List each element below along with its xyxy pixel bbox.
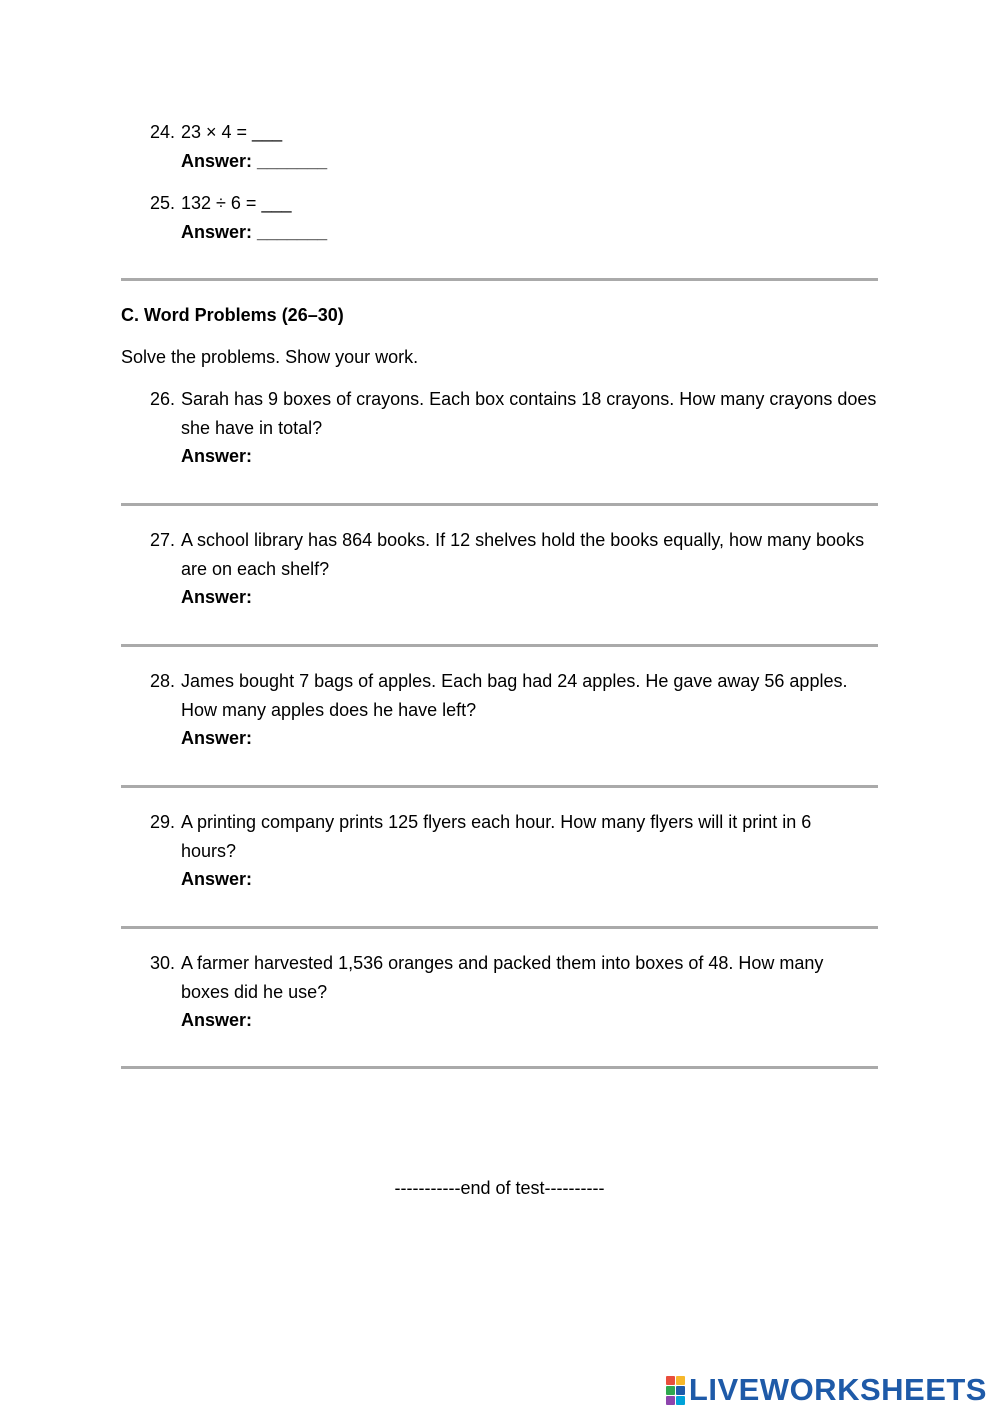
problem-26-answer[interactable]: Answer:: [181, 446, 253, 466]
divider: [121, 278, 878, 281]
problem-26-line1: Sarah has 9 boxes of crayons. Each box contains 18 crayons. How many crayons does: [181, 389, 877, 409]
problem-28-answer[interactable]: Answer:: [181, 728, 253, 748]
problem-30-number: 30.: [150, 953, 176, 973]
problem-27-number: 27.: [150, 530, 176, 550]
divider: [121, 644, 878, 647]
item-25-number: 25.: [150, 193, 176, 213]
section-heading: C. Word Problems (26–30): [121, 305, 344, 325]
problem-28-line2: How many apples does he have left?: [181, 700, 477, 720]
item-25-expression: 132 ÷ 6 = ___: [181, 193, 292, 213]
logo-block: [676, 1396, 685, 1405]
divider: [121, 785, 878, 788]
divider: [121, 503, 878, 506]
item-24-number: 24.: [150, 122, 176, 142]
divider: [121, 1066, 878, 1069]
logo-block: [666, 1396, 675, 1405]
problem-30-answer[interactable]: Answer:: [181, 1010, 253, 1030]
logo-block: [676, 1386, 685, 1395]
problem-26-line2: she have in total?: [181, 418, 323, 438]
problem-28-number: 28.: [150, 671, 176, 691]
problem-27-line1: A school library has 864 books. If 12 shelves hold the books equally, how many books: [181, 530, 865, 550]
problem-27-answer[interactable]: Answer:: [181, 587, 253, 607]
liveworksheets-logo: [666, 1372, 987, 1408]
problem-29-line1: A printing company prints 125 flyers each hour. How many flyers will it print in 6: [181, 812, 812, 832]
logo-block: [676, 1376, 685, 1385]
problem-28-line1: James bought 7 bags of apples. Each bag had 24 apples. He gave away 56 apples.: [181, 671, 848, 691]
logo-block: [666, 1376, 675, 1385]
problem-29-line2: hours?: [181, 841, 237, 861]
logo-mark-icon: [666, 1376, 685, 1405]
end-of-test: -----------end of test----------: [394, 1178, 605, 1198]
logo-block: [666, 1386, 675, 1395]
logo-text: LIVEWORKSHEETS: [688, 1372, 987, 1407]
problem-30-line1: A farmer harvested 1,536 oranges and packed them into boxes of 48. How many: [181, 953, 824, 973]
divider: [121, 926, 878, 929]
problem-26-number: 26.: [150, 389, 176, 409]
item-25-answer[interactable]: Answer: _______: [181, 222, 328, 242]
problem-30-line2: boxes did he use?: [181, 982, 328, 1002]
item-24-expression: 23 × 4 = ___: [181, 122, 283, 142]
problem-27-line2: are on each shelf?: [181, 559, 330, 579]
item-24-answer[interactable]: Answer: _______: [181, 151, 328, 171]
problem-29-answer[interactable]: Answer:: [181, 869, 253, 889]
section-instruction: Solve the problems. Show your work.: [121, 347, 419, 367]
problem-29-number: 29.: [150, 812, 176, 832]
